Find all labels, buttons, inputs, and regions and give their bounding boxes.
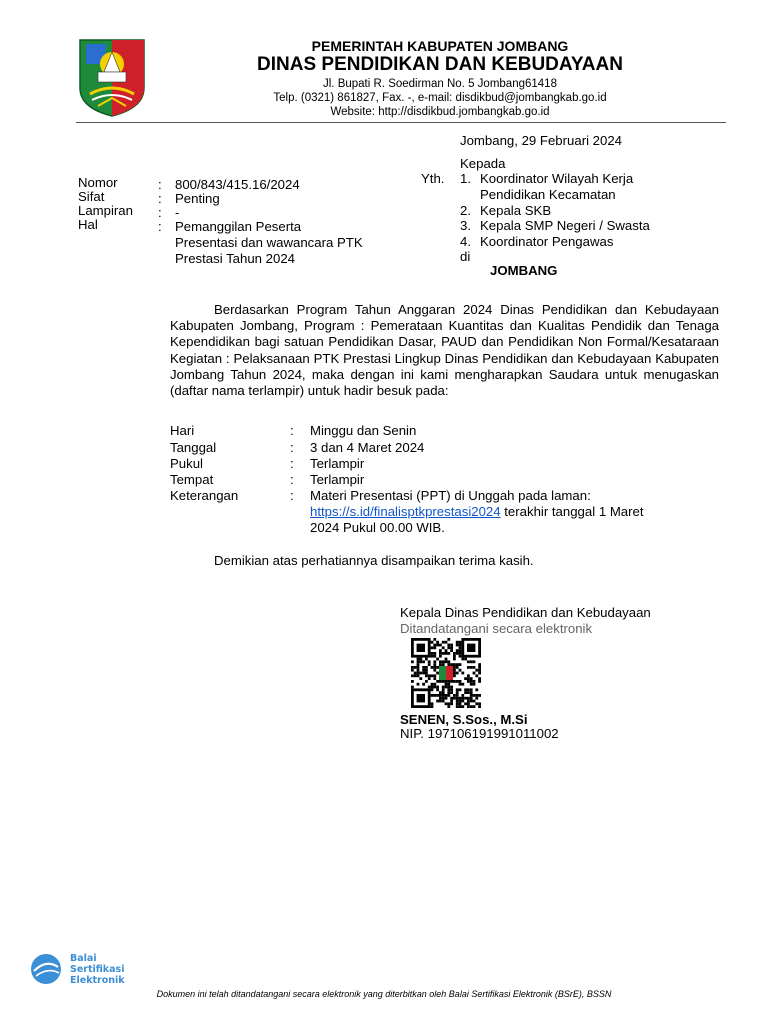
detail-tanggal-label: Tanggal xyxy=(170,440,217,455)
submission-link[interactable]: https://s.id/finalisptkprestasi2024 xyxy=(310,504,501,520)
meta-nomor-label: Nomor xyxy=(78,175,118,190)
letterhead-address: Jl. Bupati R. Soedirman No. 5 Jombang61418 xyxy=(323,78,557,90)
meta-lampiran-label: Lampiran xyxy=(78,203,133,218)
meta-nomor-value: 800/843/415.16/2024 xyxy=(175,177,300,192)
closing-sentence: Demikian atas perhatiannya disampaikan terima kasih. xyxy=(214,553,534,568)
detail-colon: : xyxy=(290,423,294,438)
meta-colon: : xyxy=(158,219,162,234)
letterhead-address-block xyxy=(170,77,710,119)
detail-colon: : xyxy=(290,472,294,487)
letterhead-contact: Telp. (0321) 861827, Fax. -, e-mail: disdikbud@jombangkab.go.id xyxy=(273,92,607,104)
recipient-di: di xyxy=(460,249,471,264)
meta-colon: : xyxy=(158,177,162,192)
recipient-yth: Yth. xyxy=(421,171,445,186)
jombang-regency-emblem xyxy=(76,38,148,118)
recipient-item-cont: Pendidikan Kecamatan xyxy=(480,187,616,202)
detail-hari-label: Hari xyxy=(170,423,195,438)
detail-keterangan-label: Keterangan xyxy=(170,488,239,503)
signatory-name: SENEN, S.Sos., M.Si xyxy=(400,712,528,727)
signatory-nip: NIP. 197106191991011002 xyxy=(400,726,559,741)
detail-colon: : xyxy=(290,488,294,503)
meta-sifat-label: Sifat xyxy=(78,189,105,204)
recipient-item: 2. Kepala SKB xyxy=(460,203,552,218)
recipient-item: 4. Koordinator Pengawas xyxy=(460,234,614,249)
meta-lampiran-value: - xyxy=(175,205,180,220)
qr-code-icon xyxy=(403,638,489,708)
signatory-title: Kepala Dinas Pendidikan dan Kebudayaan xyxy=(400,605,651,620)
letterhead-website: Website: http://disdikbud.jombangkab.go.id xyxy=(330,106,550,118)
detail-tempat-value: Terlampir xyxy=(310,472,365,487)
svg-text:Elektronik: Elektronik xyxy=(70,975,125,986)
footer-note: Dokumen ini telah ditandatangani secara elektronik yang diterbitkan oleh Balai Sertifikasi Elektronik (BSrE), BSSN xyxy=(156,989,612,999)
svg-text:Sertifikasi: Sertifikasi xyxy=(70,964,125,975)
detail-colon: : xyxy=(290,456,294,471)
detail-keterangan-value: Materi Presentasi (PPT) di Unggah pada laman: https://s.id/finalisptkprestasi2024 terakhir tanggal 1 Maret 2024 Pukul 00.00 WIB. xyxy=(310,488,644,536)
meta-sifat-value: Penting xyxy=(175,191,220,206)
recipient-city: JOMBANG xyxy=(490,263,558,278)
body-paragraph: Berdasarkan Program Tahun Anggaran 2024 Dinas Pendidikan dan Kebudayaan Kabupaten Jombang, Program : Pemerataan Kuantitas dan Kualitas Pendidik dan Tenaga Kependidikan bagi satuan Pendidikan Dasar, PAUD dan Pendidikan Non Formal/Kesataraan Kegiatan : Pelaksanaan PTK Prestasi Lingkup Dinas Pendidikan dan Kebudayaan Kabupaten Jombang Tahun 2024, maka dengan ini kami mengharapkan Saudara untuk menugaskan (daftar nama terlampir) untuk hadir besuk pada: xyxy=(170,302,719,399)
e-signature-note: Ditandatangani secara elektronik xyxy=(400,621,593,636)
svg-text:Balai: Balai xyxy=(70,953,97,964)
detail-tanggal-value: 3 dan 4 Maret 2024 xyxy=(310,440,425,455)
meta-hal-value: Pemanggilan Peserta Presentasi dan wawancara PTK Prestasi Tahun 2024 xyxy=(175,219,363,267)
letterhead-department: DINAS PENDIDIKAN DAN KEBUDAYAAN xyxy=(257,54,623,75)
meta-colon: : xyxy=(158,205,162,220)
detail-pukul-label: Pukul xyxy=(170,456,203,471)
recipient-to-label: Kepada xyxy=(460,156,506,171)
detail-pukul-value: Terlampir xyxy=(310,456,365,471)
letter-date: Jombang, 29 Februari 2024 xyxy=(460,133,623,148)
detail-colon: : xyxy=(290,440,294,455)
meta-hal-label: Hal xyxy=(78,217,98,232)
detail-hari-value: Minggu dan Senin xyxy=(310,423,417,438)
bsre-logo xyxy=(26,949,176,989)
detail-tempat-label: Tempat xyxy=(170,472,214,487)
meta-colon: : xyxy=(158,191,162,206)
letterhead-government: PEMERINTAH KABUPATEN JOMBANG xyxy=(311,38,569,54)
recipient-item: 3. Kepala SMP Negeri / Swasta xyxy=(460,218,650,233)
recipient-item: 1. Koordinator Wilayah Kerja xyxy=(460,171,634,186)
letterhead-divider xyxy=(76,122,726,123)
